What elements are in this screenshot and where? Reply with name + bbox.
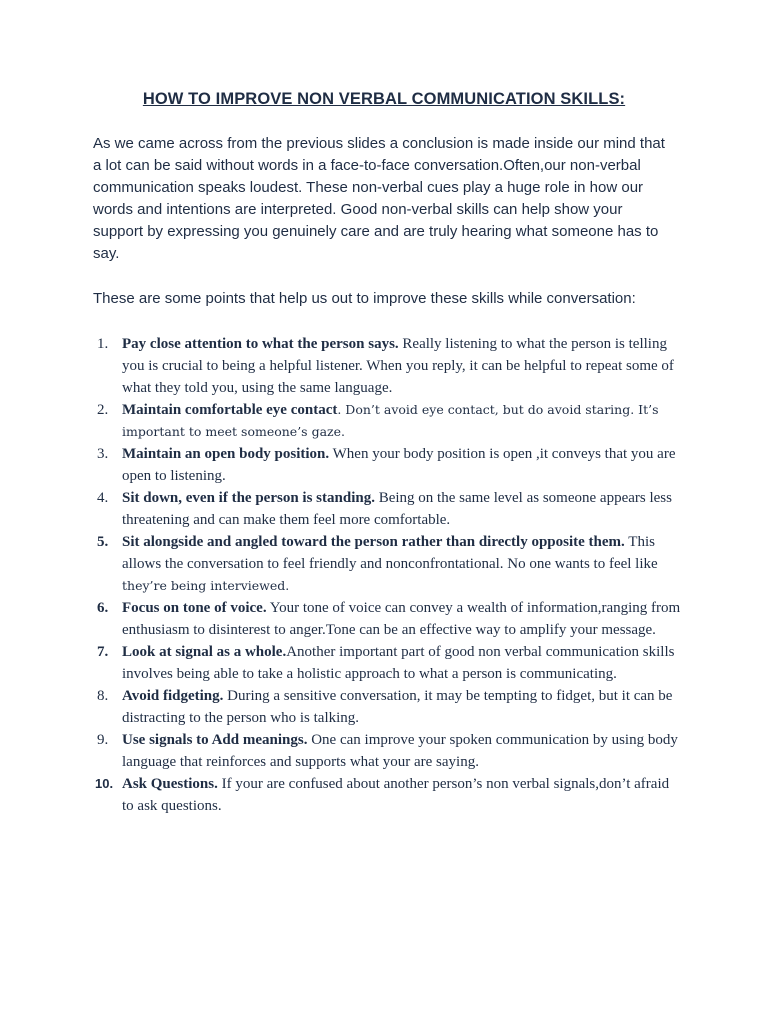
point-heading: Sit down, even if the person is standing. — [122, 490, 375, 506]
point-body: Really listening to what the person is telling you is crucial to being a helpful listener. When you reply, it can be helpful to repeat some of what they told you, using the same language. — [122, 336, 674, 396]
point-body: During a sensitive conversation, it may be tempting to fidget, but it can be distracting to the person who is talking. — [122, 688, 673, 726]
point-body-alt: they’re being interviewed. — [122, 578, 290, 593]
point-heading: Ask Questions. — [122, 776, 218, 792]
point-body: This allows the conversation to feel friendly and nonconfrontational. No one wants to feel like — [122, 534, 658, 572]
point-body: Another important part of good non verbal communication skills involves being able to take a holistic approach to what a person is communicating. — [122, 644, 675, 682]
list-item-1 — [93, 333, 683, 399]
list-item-9 — [93, 729, 683, 773]
list-item-7 — [93, 641, 683, 685]
point-body: When your body position is open ,it conveys that you are open to listening. — [122, 446, 676, 484]
document-title: HOW TO IMPROVE NON VERBAL COMMUNICATION SKILLS: — [142, 90, 626, 108]
list-number: 9. — [97, 732, 109, 748]
point-body: Your tone of voice can convey a wealth of information,ranging from enthusiasm to disinterest to anger.Tone can be an effective way to amplify your message. — [122, 600, 681, 638]
point-heading: Focus on tone of voice. — [122, 600, 267, 616]
point-heading: Maintain an open body position. — [122, 446, 330, 462]
point-heading: Pay close attention to what the person says. — [122, 336, 399, 352]
point-heading: Look at signal as a whole. — [122, 644, 287, 660]
list-item-5 — [93, 531, 683, 597]
list-number: 8. — [97, 688, 109, 704]
point-body: Being on the same level as someone appears less threatening and can make them feel more comfortable. — [122, 490, 672, 528]
point-body: One can improve your spoken communication by using body language that reinforces and supports what your are saying. — [122, 732, 678, 770]
list-item-10 — [93, 773, 683, 817]
list-number: 10. — [95, 776, 114, 791]
list-item-2 — [93, 399, 683, 443]
list-number: 7. — [97, 644, 109, 660]
list-number: 6. — [97, 600, 109, 616]
list-number: 2. — [97, 402, 109, 418]
list-number: 3. — [97, 446, 109, 462]
tips-list — [93, 333, 683, 817]
list-number: 5. — [97, 534, 109, 550]
list-item-8 — [93, 685, 683, 729]
point-body-alt: . Don’t avoid eye contact, but do avoid staring. It’s important to meet someone’s gaze. — [122, 402, 659, 439]
intro-paragraph: As we came across from the previous slides a conclusion is made inside our mind that a lot can be said without words in a face-to-face conversation.Often,our non-verbal communication speaks loudest. These non-verbal cues play a huge role in how our words and intentions are interpreted. Good non-verbal skills can help show your support by expressing you genuinely care and are truly hearing what someone has to say. — [93, 135, 665, 262]
list-item-4 — [93, 487, 683, 531]
list-number: 4. — [97, 490, 109, 506]
point-body: If your are confused about another person’s non verbal signals,don’t afraid to ask questions. — [122, 776, 670, 814]
point-heading: Avoid fidgeting. — [122, 688, 224, 704]
list-number: 1. — [97, 336, 109, 352]
point-heading: Maintain comfortable eye contact — [122, 402, 338, 418]
lead-paragraph: These are some points that help us out to improve these skills while conversation: — [93, 290, 636, 307]
list-item-3 — [93, 443, 683, 487]
point-heading: Sit alongside and angled toward the person rather than directly opposite them. — [122, 534, 625, 550]
point-heading: Use signals to Add meanings. — [122, 732, 308, 748]
list-item-6 — [93, 597, 683, 641]
